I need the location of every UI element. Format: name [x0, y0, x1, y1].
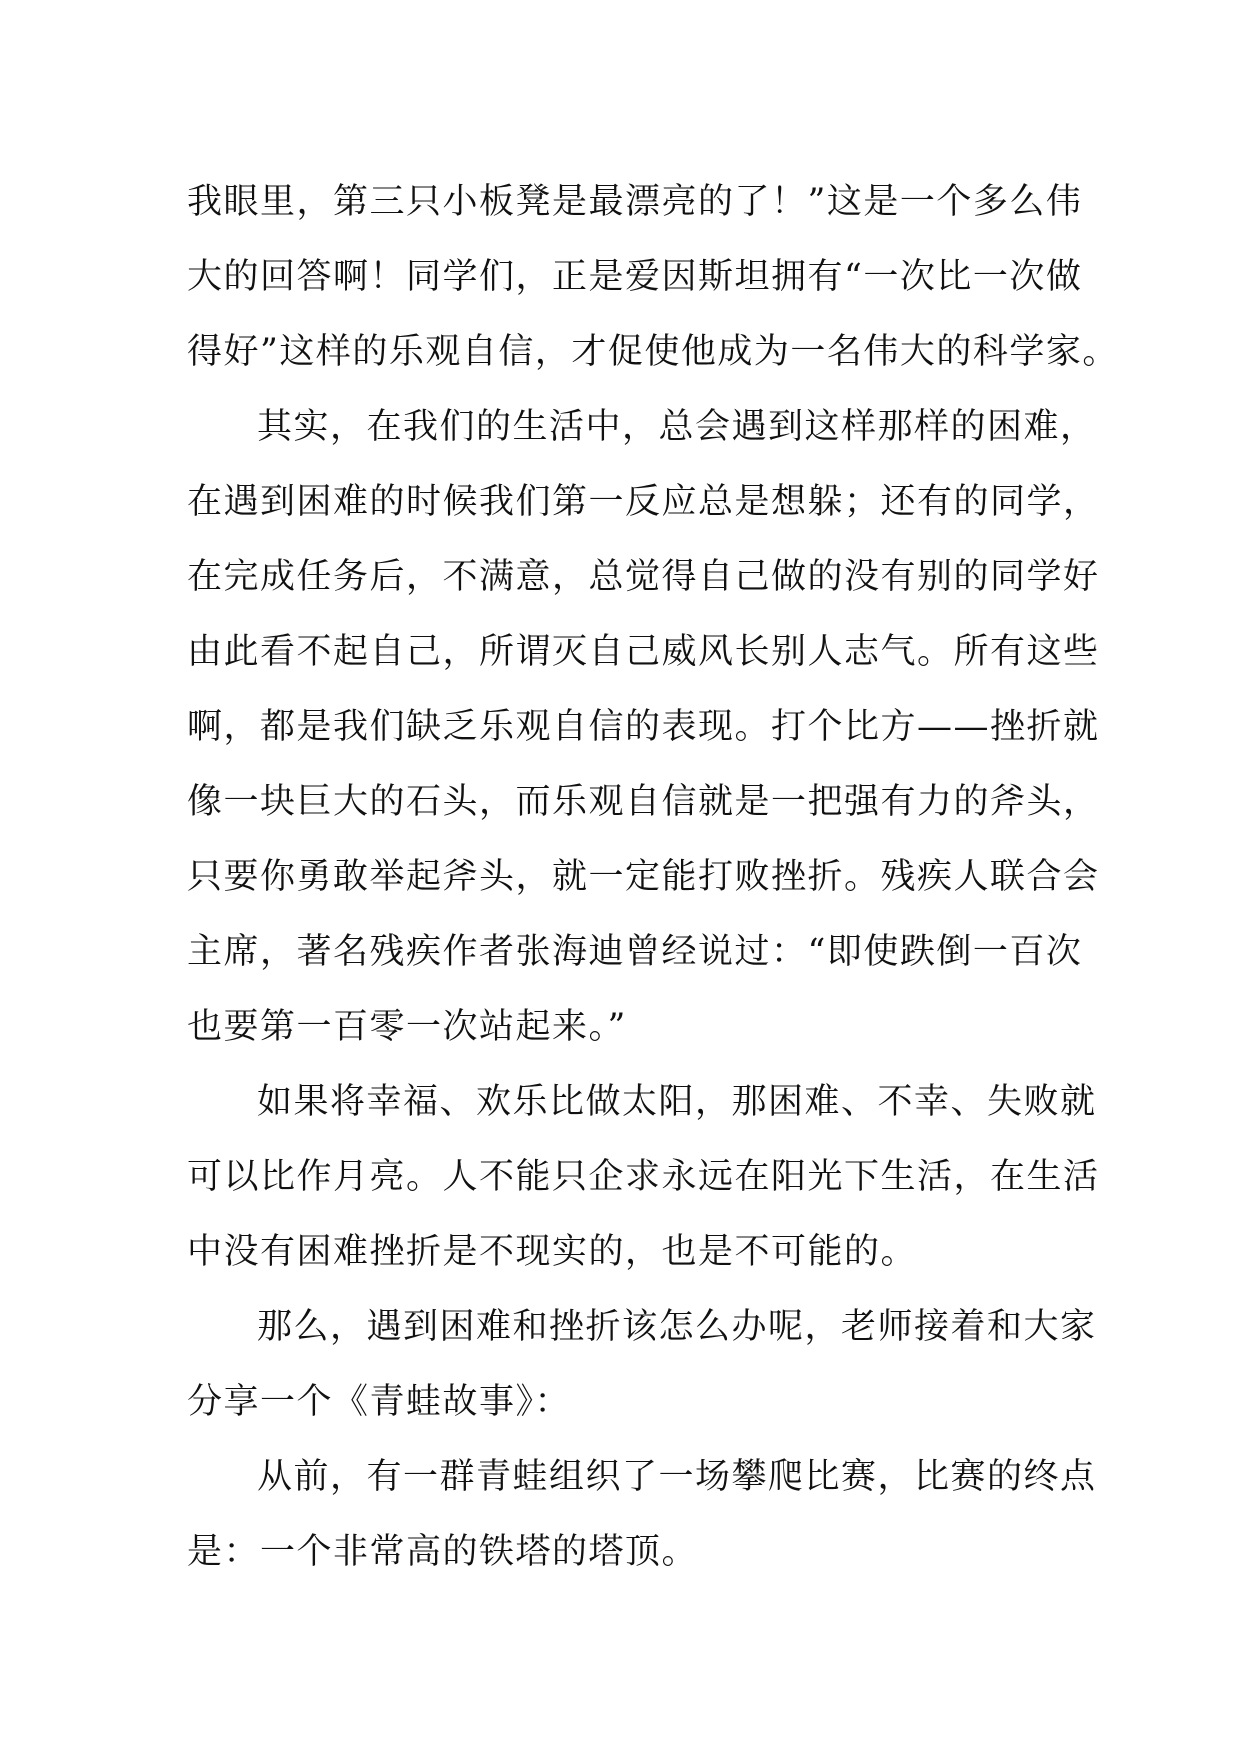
- text-line: 中没有困难挫折是不现实的，也是不可能的。: [187, 1232, 918, 1272]
- text-line: 分享一个《青蛙故事》：: [187, 1382, 572, 1422]
- text-line: 是：一个非常高的铁塔的塔顶。: [187, 1532, 699, 1572]
- text-line: 其实，在我们的生活中，总会遇到这样那样的困难，: [257, 407, 1097, 447]
- text-line: 那么，遇到困难和挫折该怎么办呢，老师接着和大家: [257, 1307, 1097, 1347]
- body-text: [187, 165, 1119, 1590]
- text-line: 在完成任务后，不满意，总觉得自己做的没有别的同学好: [187, 557, 1100, 597]
- text-line: 大的回答啊！同学们，正是爱因斯坦拥有“一次比一次做: [187, 257, 1083, 297]
- text-line: 从前，有一群青蛙组织了一场攀爬比赛，比赛的终点: [257, 1457, 1097, 1497]
- text-line: 也要第一百零一次站起来。”: [187, 1007, 627, 1047]
- text-line: 在遇到困难的时候我们第一反应总是想躲；还有的同学，: [187, 482, 1100, 522]
- paragraph-4: [187, 1290, 1097, 1440]
- paragraph-5: [187, 1440, 1097, 1590]
- text-line: 啊，都是我们缺乏乐观自信的表现。打个比方——挫折就: [187, 707, 1100, 747]
- text-line: 得好”这样的乐观自信，才促使他成为一名伟大的科学家。: [187, 332, 1119, 372]
- paragraph-1: [187, 165, 1119, 390]
- text-line: 我眼里，第三只小板凳是最漂亮的了！”这是一个多么伟: [187, 182, 1083, 222]
- paragraph-2: [187, 390, 1100, 1065]
- paragraph-3: [187, 1065, 1100, 1290]
- text-line: 只要你勇敢举起斧头，就一定能打败挫折。残疾人联合会: [187, 857, 1100, 897]
- text-line: 主席，著名残疾作者张海迪曾经说过：“即使跌倒一百次: [187, 932, 1083, 972]
- text-line: 如果将幸福、欢乐比做太阳，那困难、不幸、失败就: [257, 1082, 1097, 1122]
- text-line: 由此看不起自己，所谓灭自己威风长别人志气。所有这些: [187, 632, 1100, 672]
- text-line: 可以比作月亮。人不能只企求永远在阳光下生活，在生活: [187, 1157, 1100, 1197]
- text-line: 像一块巨大的石头，而乐观自信就是一把强有力的斧头，: [187, 782, 1100, 822]
